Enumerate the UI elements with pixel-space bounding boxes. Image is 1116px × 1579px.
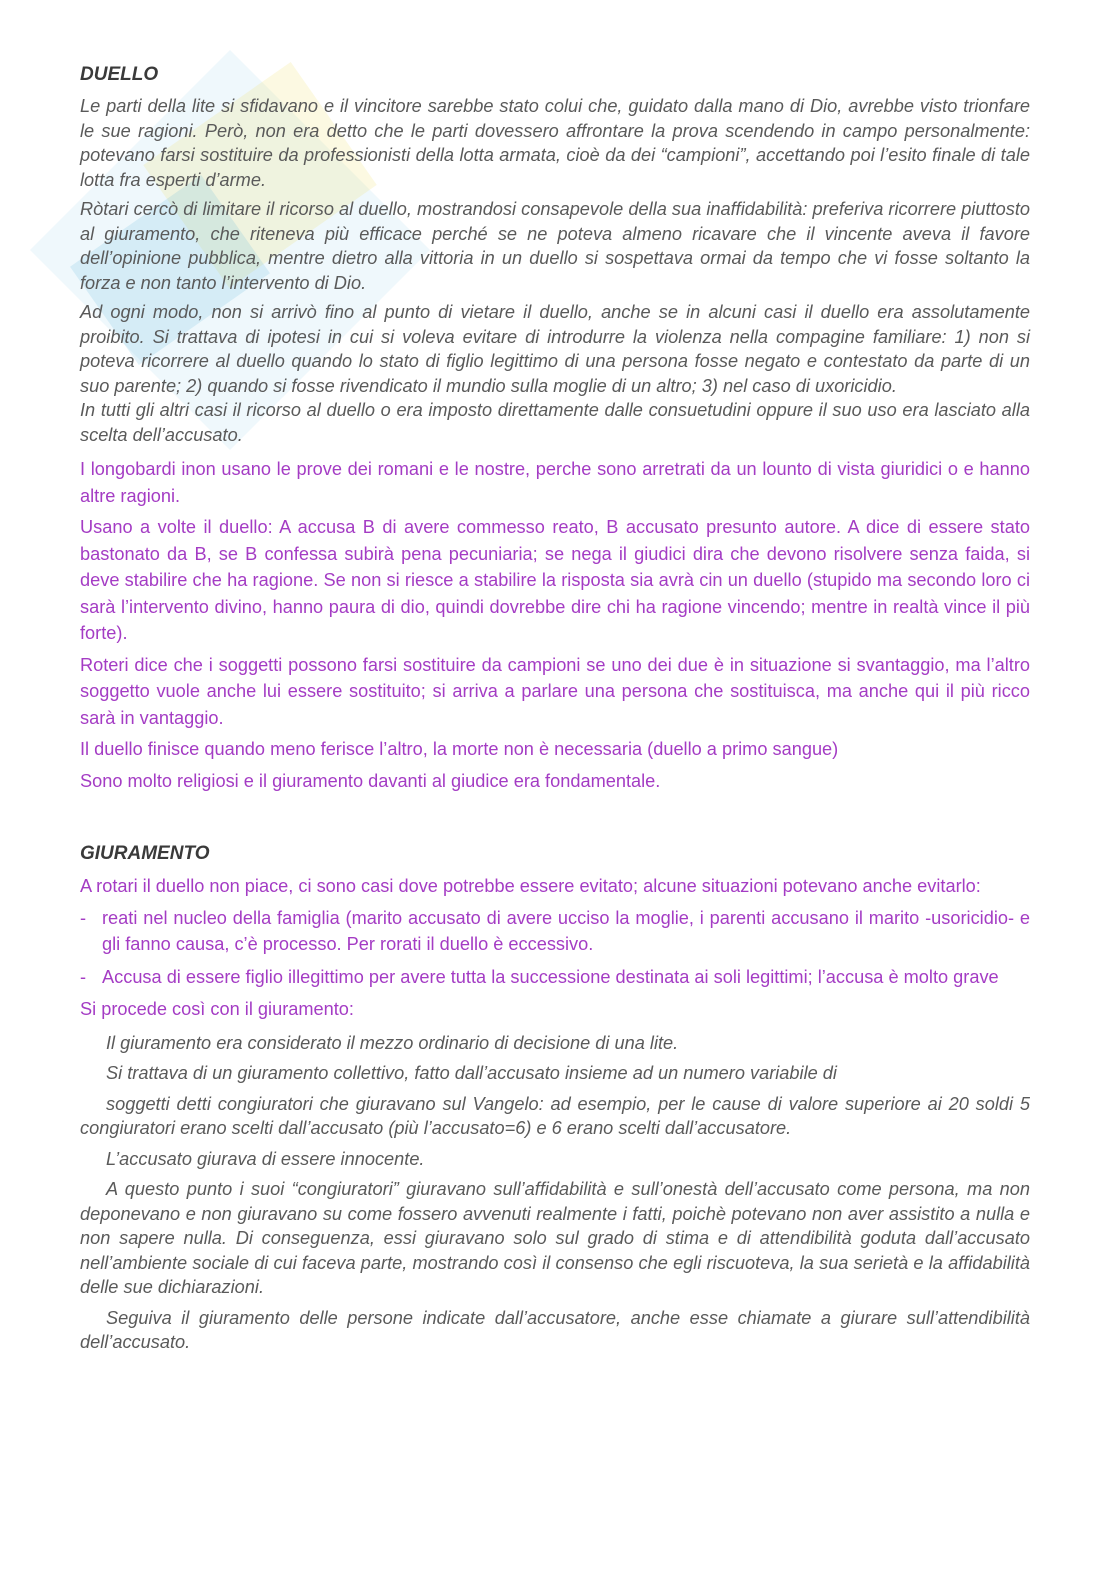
list-item-text: Accusa di essere figlio illegittimo per avere tutta la successione destinata ai soli legittimi; l’accusa è molto grave: [102, 966, 999, 987]
quote-paragraph: soggetti detti congiuratori che giuravano sul Vangelo: ad esempio, per le cause di valore superiore ai 20 soldi 5 congiuratori erano scelti dall’accusato (più l’accusato=6) e 6 erano scelti dall’accusatore.: [80, 1093, 1030, 1138]
quote-paragraph: Le parti della lite si sfidavano e il vincitore sarebbe stato colui che, guidato dalla mano di Dio, avrebbe visto trionfare le sue ragioni. Però, non era detto che le parti dovessero affrontare la prova scendendo in campo personalmente: potevano farsi sostituire da professionisti della lotta armata, cioè da dei “campioni”, accettando poi l’esito finale di tale lotta fra esperti d’arme.: [80, 96, 1030, 190]
note-paragraph: I longobardi inon usano le prove dei romani e le nostre, perche sono arretrati da un lounto di vista giuridici o e hanno altre ragioni.: [80, 459, 1030, 506]
note-paragraph: Usano a volte il duello: A accusa B di avere commesso reato, B accusato presunto autore. A dice di essere stato bastonato da B, se B confessa subirà pena pecuniaria; se nega il giudici dira che devono risolvere senza faida, si deve stabilire che ha ragione. Se non si riesce a stabilire la risposta sia avrà cin un duello (stupido ma secondo loro ci sarà l’intervento divino, hanno paura di dio, quindi dovrebbe dire chi ha ragione vincendo; mentre in realtà vince il più forte).: [80, 517, 1030, 643]
quote-paragraph: A questo punto i suoi “congiuratori” giuravano sull’affidabilità e sull’onestà dell’accusato come persona, ma non deponevano e non giuravano su come fossero avvenuti realmente i fatti, poichè potevano non aver assistito a nulla e non sapere nulla. Di conseguenza, essi giuravano solo sul grado di stima e di attendibilità goduta dall’accusato nell’ambiente sociale di cui faceva parte, mostrando così il consenso che egli riscuoteva, la sua serietà e la affidabilità delle sue dichiarazioni.: [80, 1179, 1030, 1297]
list-item: [80, 964, 1030, 991]
note-paragraph: Roteri dice che i soggetti possono farsi sostituire da campioni se uno dei due è in situazione si svantaggio, ma l’altro soggetto vuole anche lui essere sostituito; si arriva a parlare una persona che sostituisca, ma anche qui il più ricco sarà in vantaggio.: [80, 654, 1030, 728]
document-page: [80, 62, 1030, 1361]
quote-paragraph: Il giuramento era considerato il mezzo ordinario di decisione di una lite.: [106, 1032, 679, 1053]
list-item: [80, 905, 1030, 958]
note-paragraph: Si procede così con il giuramento:: [80, 999, 354, 1019]
bullet-list: [80, 905, 1030, 991]
bullet-marker: -: [80, 966, 87, 987]
note-paragraph: Sono molto religiosi e il giuramento davanti al giudice era fondamentale.: [80, 770, 661, 791]
quote-paragraph: Ròtari cercò di limitare il ricorso al duello, mostrandosi consapevole della sua inaffidabilità: preferiva ricorrere piuttosto al giuramento, che riteneva più efficace perché se ne poteva almeno ricavare che il vincente aveva il favore dell’opinione pubblica, mentre dietro alla vittoria in un duello si sospettava ormai da tempo che vi fosse soltanto la forza e non tanto l’intervento di Dio.: [80, 199, 1030, 293]
section-title-duello: DUELLO: [80, 64, 159, 85]
quote-paragraph: Si trattava di un giuramento collettivo, fatto dall’accusato insieme ad un numero variabile di: [106, 1063, 837, 1083]
note-paragraph: A rotari il duello non piace, ci sono casi dove potrebbe essere evitato; alcune situazioni potevano anche evitarlo:: [80, 876, 981, 896]
bullet-marker: -: [80, 907, 87, 928]
note-paragraph: Il duello finisce quando meno ferisce l’altro, la morte non è necessaria (duello a primo sangue): [80, 739, 839, 759]
section-title-giuramento: GIURAMENTO: [80, 843, 210, 864]
quote-paragraph: Ad ogni modo, non si arrivò fino al punto di vietare il duello, anche se in alcuni casi il duello era assolutamente proibito. Si trattava di ipotesi in cui si voleva evitare di introdurre la violenza nella compagine familiare: 1) non si poteva ricorrere al duello quando lo stato di figlio legittimo di una persona fosse negato e contestato da parte di un suo parente; 2) quando si fosse rivendicato il mundio sulla moglie di un altro; 3) nel caso di uxoricidio.: [80, 302, 1030, 396]
quote-paragraph: In tutti gli altri casi il ricorso al duello o era imposto direttamente dalle consuetudini oppure il suo uso era lasciato alla scelta dell’accusato.: [80, 400, 1030, 445]
quote-paragraph: L’accusato giurava di essere innocente.: [106, 1148, 425, 1169]
list-item-text: reati nel nucleo della famiglia (marito accusato di avere ucciso la moglie, i parenti accusano il marito -usoricidio- e gli fanno causa, c’è processo. Per rorati il duello è eccessivo.: [102, 907, 1030, 954]
quote-paragraph: Seguiva il giuramento delle persone indicate dall’accusatore, anche esse chiamate a giurare sull’attendibilità dell’accusato.: [80, 1307, 1030, 1352]
